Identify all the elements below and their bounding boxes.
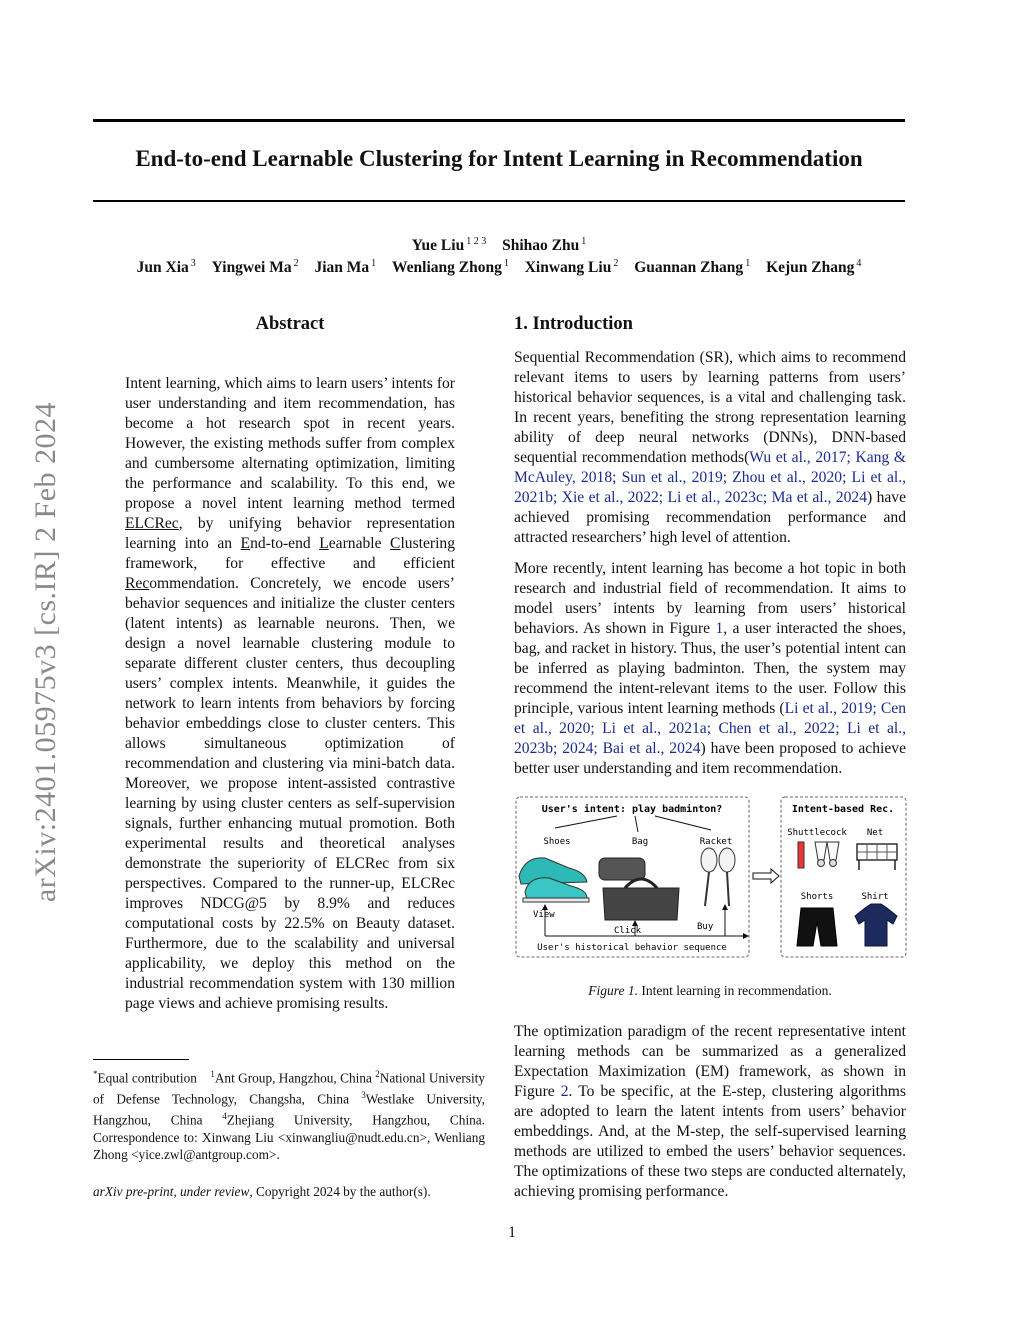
author: Yingwei Ma $^2$ bbox=[211, 258, 299, 277]
author-line-1 bbox=[93, 236, 905, 255]
arrow bbox=[743, 933, 749, 939]
page-number: 1 bbox=[508, 1224, 516, 1241]
author: Wenliang Zhong $^1$ bbox=[392, 258, 509, 277]
action-label: View bbox=[533, 910, 555, 920]
author: Kejun Zhang $^4$ bbox=[766, 258, 862, 277]
item-label: Shoes bbox=[543, 837, 571, 847]
arrow bbox=[655, 816, 711, 830]
author: Xinwang Liu $^2$ bbox=[524, 258, 619, 277]
rec-item-label: Shirt bbox=[861, 892, 889, 902]
author-line-2 bbox=[93, 258, 905, 277]
net-icon bbox=[857, 844, 897, 870]
method-name: ELCRec bbox=[125, 515, 179, 532]
rec-item-label: Shorts bbox=[800, 892, 834, 902]
behavior-axis-label: User's historical behavior sequence bbox=[537, 943, 727, 953]
introduction-heading: 1. Introduction bbox=[514, 314, 633, 334]
title-rule-bottom bbox=[93, 200, 905, 202]
shirt-icon bbox=[855, 904, 897, 946]
bag-icon bbox=[599, 858, 679, 920]
double-arrow-icon bbox=[753, 869, 779, 883]
intro-paragraph-2: More recently, intent learning has become a hot topic in both research and industrial field of recommendation. It aims to model users’ intents by learning from users’ historical behaviors. As shown in Figure 1, a user interacted the shoes, bag, and racket in history. Thus, the user’s potential intent can be inferred as playing badminton. Then, the system may recommend the intent-relevant items to the user. Follow this principle, various intent learning methods (Li et al., 2019; Cen et al., 2020; Li et al., 2021a; Chen et al., 2022; Li et al., 2023b; 2024; Bai et al., 2024) have been proposed to achieve better user understanding and item recommendation. bbox=[514, 560, 906, 777]
abstract-body: Intent learning, which aims to learn users’ intents for user understanding and item recommendation, has become a hot research spot in recent years. However, the existing methods suffer from complex and cumbersome alternating optimization, limiting the performance and scalability. To this end, we propose a novel intent learning method termed ELCRec, by unifying behavior representation learning into an End-to-end Learnable Clustering framework, for effective and efficient Recommendation. Concretely, we encode users’ behavior sequences and initialize the cluster centers (latent intents) as learnable neurons. Then, we design a novel learnable clustering module to separate different cluster centers, thus decoupling users’ complex intents. Meanwhile, it guides the network to learn intents from behaviors by forcing behavior embeddings close to cluster centers. This allows simultaneous optimization of recommendation and clustering via mini-batch data. Moreover, we propose intent-assisted contrastive learning by using cluster centers as self-supervision signals, further enhancing mutual promotion. Both experimental results and theoretical analyses demonstrate the superiority of ELCRec from six perspectives. Compared to the runner-up, ELCRec improves NDCG@5 by 8.9% and reduces computational costs by 22.5% on Beauty dataset. Furthermore, due to the scalability and universal applicability, we deploy this method on the industrial recommendation system with 130 million page views and achieve promising results. bbox=[125, 375, 456, 1012]
figure-ref-link[interactable]: 2 bbox=[560, 1083, 569, 1100]
citation-link[interactable]: Li et al., 2019; Cen et al., 2020; Li et al., 2021a; Chen et al., 2022; Li et al., 2023b; 2024; Bai et al., 2024 bbox=[514, 700, 906, 757]
arrow bbox=[635, 816, 638, 832]
rec-title: Intent-based Rec. bbox=[791, 804, 895, 815]
intent-title: User's intent: play badminton? bbox=[541, 804, 723, 815]
rec-item-label: Shuttlecock bbox=[787, 828, 847, 838]
rec-item-label: Net bbox=[866, 828, 884, 838]
arrow bbox=[722, 904, 728, 910]
figure-1-caption: Figure 1. Intent learning in recommendation. bbox=[588, 983, 832, 998]
intro-paragraph-1: Sequential Recommendation (SR), which aims to recommend relevant items to users by learning patterns from users’ historical behavior sequences, is a vital and challenging task. In recent years, benefiting the strong representation learning ability of deep neural networks (DNNs), DNN-based sequential recommendation methods(Wu et al., 2017; Kang & McAuley, 2018; Sun et al., 2019; Zhou et al., 2020; Li et al., 2021b; Xie et al., 2022; Li et al., 2023c; Ma et al., 2024) have achieved promising recommendation performance and attracted researchers’ high level of attention. bbox=[514, 349, 906, 546]
author: Jian Ma $^1$ bbox=[314, 258, 377, 277]
figure-1-diagram bbox=[515, 796, 907, 960]
author: Guannan Zhang $^1$ bbox=[634, 258, 751, 277]
racket-icon bbox=[701, 848, 735, 906]
title-rule-top bbox=[93, 119, 905, 122]
action-label: Buy bbox=[697, 922, 714, 932]
shorts-icon bbox=[797, 908, 837, 946]
abstract-heading: Abstract bbox=[255, 314, 325, 334]
action-label: Click bbox=[614, 926, 642, 936]
citation-link[interactable]: Wu et al., 2017; Kang & McAuley, 2018; Sun et al., 2019; Zhou et al., 2020; Li et al., 2021b; Xie et al., 2022; Li et al., 2023c; Ma et al., 2024 bbox=[514, 449, 906, 506]
author: Yue Liu $^{1 2 3}$ bbox=[411, 236, 487, 255]
arrow bbox=[555, 816, 617, 828]
intro-paragraph-3: The optimization paradigm of the recent representative intent learning methods can be summarized as a generalized Expectation Maximization (EM) framework, as shown in Figure 2. To be specific, at the E-step, clustering algorithms are adopted to learn the latent intents from users’ behavior embeddings. And, at the M-step, the self-supervised learning methods are utilized to embed the users’ behavior sequences. The optimizations of these two steps are conducted alternately, achieving promising performance. bbox=[514, 1023, 906, 1200]
author: Shihao Zhu $^1$ bbox=[502, 236, 587, 255]
preprint-notice: arXiv pre-print, under review, Copyright 2024 by the author(s). bbox=[93, 1184, 431, 1199]
footnote: *Equal contribution $^1$Ant Group, Hangzhou, China $^2$National University of Defense Technology, Changsha, China $^3$Westlake University, Hangzhou, China $^4$Zhejiang University, Hangzhou, China. Correspondence to: Xinwang Liu <xinwangliu@nudt.edu.cn>, Wenliang Zhong <yice.zwl@antgroup.com>. bbox=[93, 1069, 486, 1163]
item-label: Bag bbox=[631, 837, 649, 847]
figure-ref-link[interactable]: 1 bbox=[715, 620, 724, 637]
paper-title: End-to-end Learnable Clustering for Intent Learning in Recommendation bbox=[135, 146, 863, 171]
shoes-icon bbox=[519, 858, 589, 902]
author: Jun Xia $^3$ bbox=[136, 258, 196, 277]
item-label: Racket bbox=[699, 837, 733, 847]
shuttlecock-icon bbox=[798, 842, 839, 868]
footnote-rule bbox=[93, 1059, 189, 1060]
